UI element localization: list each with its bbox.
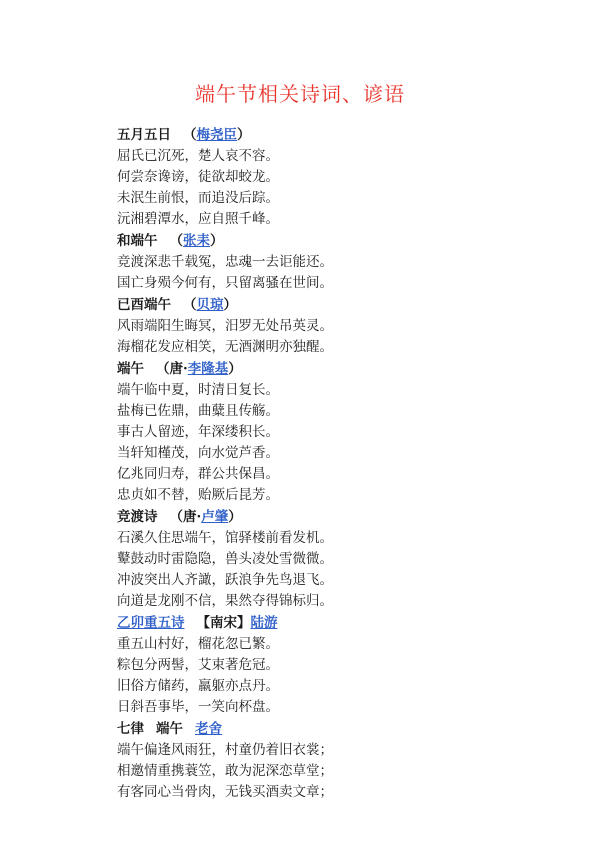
- poem-line: 屈氏已沉死，楚人哀不容。: [117, 148, 279, 164]
- heading-link[interactable]: 张耒: [183, 233, 210, 249]
- heading-text: 端午: [156, 721, 183, 737]
- heading-link[interactable]: 梅尧臣: [196, 127, 237, 143]
- heading-text: 端午: [117, 361, 144, 377]
- poem-block: [117, 230, 497, 294]
- poem-line: 事古人留迹，年深缕积长。: [117, 424, 279, 440]
- heading-text: 已酉端午: [117, 297, 171, 313]
- poem-line: 粽包分两髻，艾束著危冠。: [117, 657, 279, 673]
- poem-line: 盐梅已佐鼎，曲糵且传觞。: [117, 403, 279, 419]
- heading-text: 竞渡诗: [117, 509, 158, 525]
- poem-heading: [117, 358, 497, 380]
- poem-line: 沅湘碧潭水，应自照千峰。: [117, 211, 279, 227]
- poem-line: 日斜吾事毕，一笑向杯盘。: [117, 699, 279, 715]
- poem-line: 何尝奈谗谤，徒欲却蛟龙。: [117, 169, 279, 185]
- poem-line: 未泯生前恨，而追没后踪。: [117, 190, 279, 206]
- poem-line: 鼙鼓动时雷隐隐，兽头凌处雪微微。: [117, 551, 333, 567]
- poem-block: [117, 124, 497, 230]
- heading-link[interactable]: 李隆基: [187, 361, 229, 377]
- poem-block: [117, 358, 497, 506]
- heading-text: ）: [237, 127, 251, 143]
- heading-link[interactable]: 卢肇: [201, 509, 229, 525]
- heading-text: ）: [223, 297, 237, 313]
- poem-line: 风雨端阳生晦冥，汨罗无处吊英灵。: [117, 318, 333, 334]
- heading-text: （唐·: [169, 509, 202, 525]
- poem-heading: [117, 124, 497, 146]
- heading-text: （: [169, 233, 183, 249]
- poem-line: 石溪久住思端午，馆驿楼前看发机。: [117, 530, 333, 546]
- poem-line: 忠贞如不替，贻厥后昆芳。: [117, 487, 279, 503]
- poem-line: 当轩知槿茂，向水觉芦香。: [117, 445, 279, 461]
- poem-heading: [117, 506, 497, 528]
- poem-heading: [117, 612, 497, 634]
- poem-line: 旧俗方储药，羸躯亦点丹。: [117, 678, 279, 694]
- heading-text: （: [183, 127, 197, 143]
- poem-heading: [117, 718, 497, 740]
- heading-text: 【南宋】: [196, 615, 251, 631]
- poem-line: 竞渡深悲千载冤，忠魂一去讵能还。: [117, 254, 333, 270]
- heading-text: ）: [228, 361, 242, 377]
- poem-heading: [117, 294, 497, 316]
- poem-block: [117, 506, 497, 612]
- poem-line: 重五山村好，榴花忽已繁。: [117, 636, 279, 652]
- heading-text: （唐·: [156, 361, 188, 377]
- poem-line: 向道是龙刚不信，果然夺得锦标归。: [117, 593, 333, 609]
- poem-block: [117, 612, 497, 718]
- heading-link[interactable]: 陆游: [250, 615, 278, 631]
- heading-text: （: [183, 297, 197, 313]
- poem-block: [117, 294, 497, 358]
- heading-text: 七律: [117, 721, 144, 737]
- poem-block: [117, 718, 497, 803]
- poem-line: 亿兆同归寿，群公共保昌。: [117, 466, 279, 482]
- heading-text: ）: [228, 509, 242, 525]
- heading-text: ）: [210, 233, 224, 249]
- heading-link[interactable]: 乙卯重五诗: [117, 615, 185, 631]
- poem-line: 有客同心当骨肉，无钱买酒卖文章；: [117, 784, 333, 800]
- poem-line: 相邀情重携蓑笠，敢为泥深恋草堂；: [117, 763, 333, 779]
- poem-line: 国亡身殒今何有，只留离骚在世间。: [117, 275, 333, 291]
- poem-heading: [117, 230, 497, 252]
- heading-link[interactable]: 贝琼: [196, 297, 224, 313]
- poem-line: 冲波突出人齐譀，跃浪争先鸟退飞。: [117, 572, 333, 588]
- poem-line: 端午临中夏，时清日复长。: [117, 382, 279, 398]
- heading-link[interactable]: 老舍: [195, 721, 222, 737]
- heading-text: 五月五日: [117, 127, 171, 143]
- page-title: 端午节相关诗词、谚语: [195, 82, 405, 106]
- poem-list: [117, 124, 497, 803]
- poem-line: 端午偏逢风雨狂，村童仍着旧衣裳；: [117, 742, 333, 758]
- poem-line: 海榴花发应相笑，无酒渊明亦独醒。: [117, 339, 333, 355]
- heading-text: 和端午: [117, 233, 158, 249]
